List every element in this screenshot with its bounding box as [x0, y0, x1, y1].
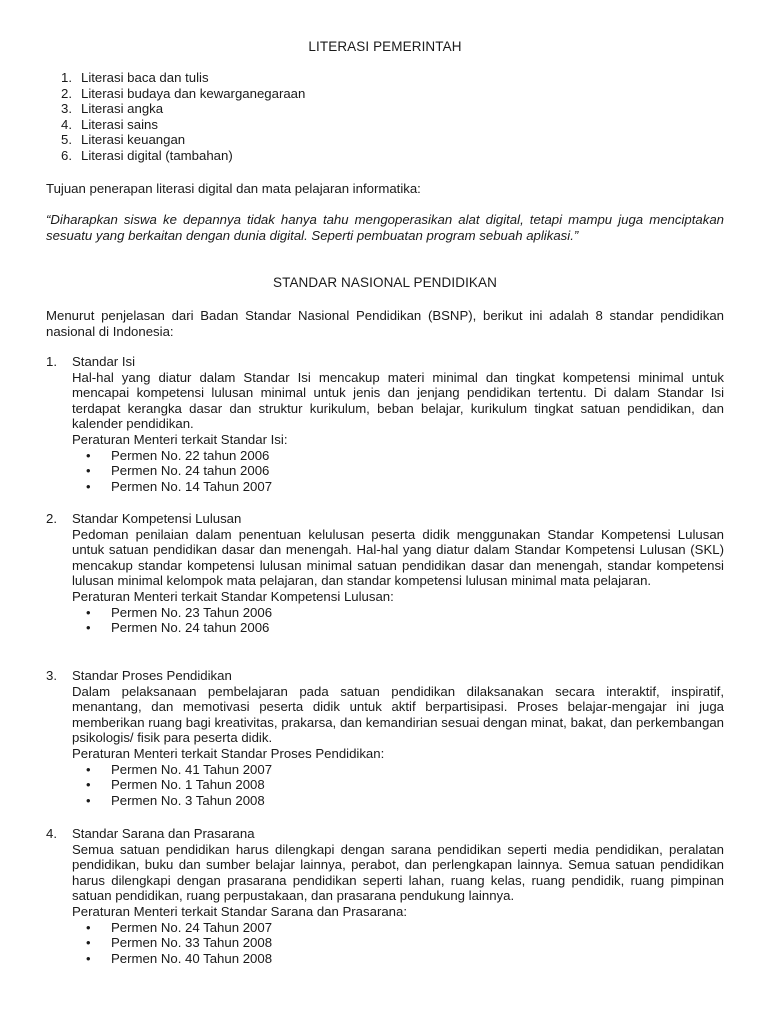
item-title: Standar Isi	[72, 354, 136, 369]
item-description: Hal-hal yang diatur dalam Standar Isi mencakup materi minimal dan tingkat kompetensi minimal untuk mencapai kompetensi lulusan minimal untuk jenis dan jenjang pendidikan tertentu. Di dalam Standar Isi terdapat kerangka dasar dan struktur kurikulum, beban belajar, kurikulum tingkat satuan pendidikan, dan kalender pendidikan.	[72, 369, 724, 432]
list-item: • Permen No. 40 Tahun 2008	[86, 950, 273, 966]
heading-literasi-pemerintah: LITERASI PEMERINTAH	[308, 39, 462, 54]
standar-item-4	[46, 826, 724, 966]
list-item: 1. Literasi baca dan tulis	[61, 70, 209, 85]
standar-item-1	[46, 354, 724, 494]
list-item: • Permen No. 24 tahun 2006	[86, 620, 270, 636]
list-item: 2. Literasi budaya dan kewarganegaraan	[61, 85, 306, 101]
list-item: • Permen No. 3 Tahun 2008	[86, 792, 265, 808]
literasi-list	[46, 70, 724, 164]
list-item: • Permen No. 22 tahun 2006	[86, 447, 270, 463]
item-description: Dalam pelaksanaan pembelajaran pada satuan pendidikan dilaksanakan secara interaktif, inspiratif, menantang, dan memotivasi peserta didik untuk aktif berpartisipasi. Proses belajar-mengajar ini juga memberikan ruang bagi kreativitas, prakarsa, dan kemandirian sesuai dengan minat, bakat, dan perkembangan psikologis/ fisik para peserta didik.	[72, 683, 724, 746]
list-item: • Permen No. 14 Tahun 2007	[86, 478, 273, 494]
heading-standar-nasional: STANDAR NASIONAL PENDIDIKAN	[273, 275, 497, 290]
standar-item-3	[46, 668, 724, 808]
list-item: 4. Literasi sains	[61, 116, 158, 132]
peraturan-label: Peraturan Menteri terkait Standar Kompetensi Lulusan:	[72, 588, 394, 604]
item-number: 2.	[46, 511, 57, 526]
tujuan-text: Tujuan penerapan literasi digital dan mata pelajaran informatika:	[46, 181, 421, 196]
item-description: Semua satuan pendidikan harus dilengkapi dengan sarana pendidikan seperti media pendidikan, peralatan pendidikan, buku dan sumber belajar lainnya, perabot, dan perlengkapan lainnya. Semua satuan pendidikan harus dilengkapi dengan prasarana pendidikan seperti lahan, ruang kelas, ruang pendidik, ruang pimpinan satuan pendidikan, ruang perpustakaan, dan prasarana pendukung lainnya.	[72, 841, 724, 904]
list-item: 3. Literasi angka	[61, 101, 164, 117]
list-item: • Permen No. 1 Tahun 2008	[86, 777, 265, 793]
item-title: Standar Proses Pendidikan	[72, 668, 232, 683]
peraturan-label: Peraturan Menteri terkait Standar Isi:	[72, 431, 288, 447]
peraturan-label: Peraturan Menteri terkait Standar Sarana dan Prasarana:	[72, 903, 408, 919]
permen-list	[86, 605, 724, 636]
intro-text: Menurut penjelasan dari Badan Standar Nasional Pendidikan (BSNP), berikut ini adalah 8 standar pendidikan nasional di Indonesia:	[46, 308, 724, 339]
list-item: • Permen No. 24 tahun 2006	[86, 463, 270, 479]
item-title: Standar Kompetensi Lulusan	[72, 511, 242, 526]
item-number: 4.	[46, 826, 57, 841]
permen-list	[86, 448, 724, 495]
quote-text: “Diharapkan siswa ke depannya tidak hanya tahu mengoperasikan alat digital, tetapi mampu juga menciptakan sesuatu yang berkaitan dengan dunia digital. Seperti pembuatan program sebuah aplikasi.”	[46, 212, 724, 243]
item-number: 3.	[46, 668, 57, 683]
list-item: • Permen No. 41 Tahun 2007	[86, 761, 273, 777]
item-description: Pedoman penilaian dalam penentuan kelulusan peserta didik menggunakan Standar Kompetensi Lulusan untuk satuan pendidikan dasar dan menengah. Hal-hal yang diatur dalam Standar Kompetensi Lulusan (SKL) mencakup standar kompetensi lulusan minimal satuan pendidikan dasar dan menengah, standar kompetensi lulusan minimal kelompok mata pelajaran, dan standar kompetensi lulusan minimal mata pelajaran.	[72, 526, 724, 589]
list-item: • Permen No. 23 Tahun 2006	[86, 604, 273, 620]
permen-list	[86, 920, 724, 967]
item-title: Standar Sarana dan Prasarana	[72, 826, 255, 841]
list-item: • Permen No. 33 Tahun 2008	[86, 935, 273, 951]
item-number: 1.	[46, 354, 57, 369]
permen-list	[86, 762, 724, 809]
peraturan-label: Peraturan Menteri terkait Standar Proses Pendidikan:	[72, 745, 385, 761]
list-item: 5. Literasi keuangan	[61, 132, 186, 148]
standar-item-2	[46, 511, 724, 636]
list-item: • Permen No. 24 Tahun 2007	[86, 919, 273, 935]
list-item: 6. Literasi digital (tambahan)	[61, 147, 233, 163]
